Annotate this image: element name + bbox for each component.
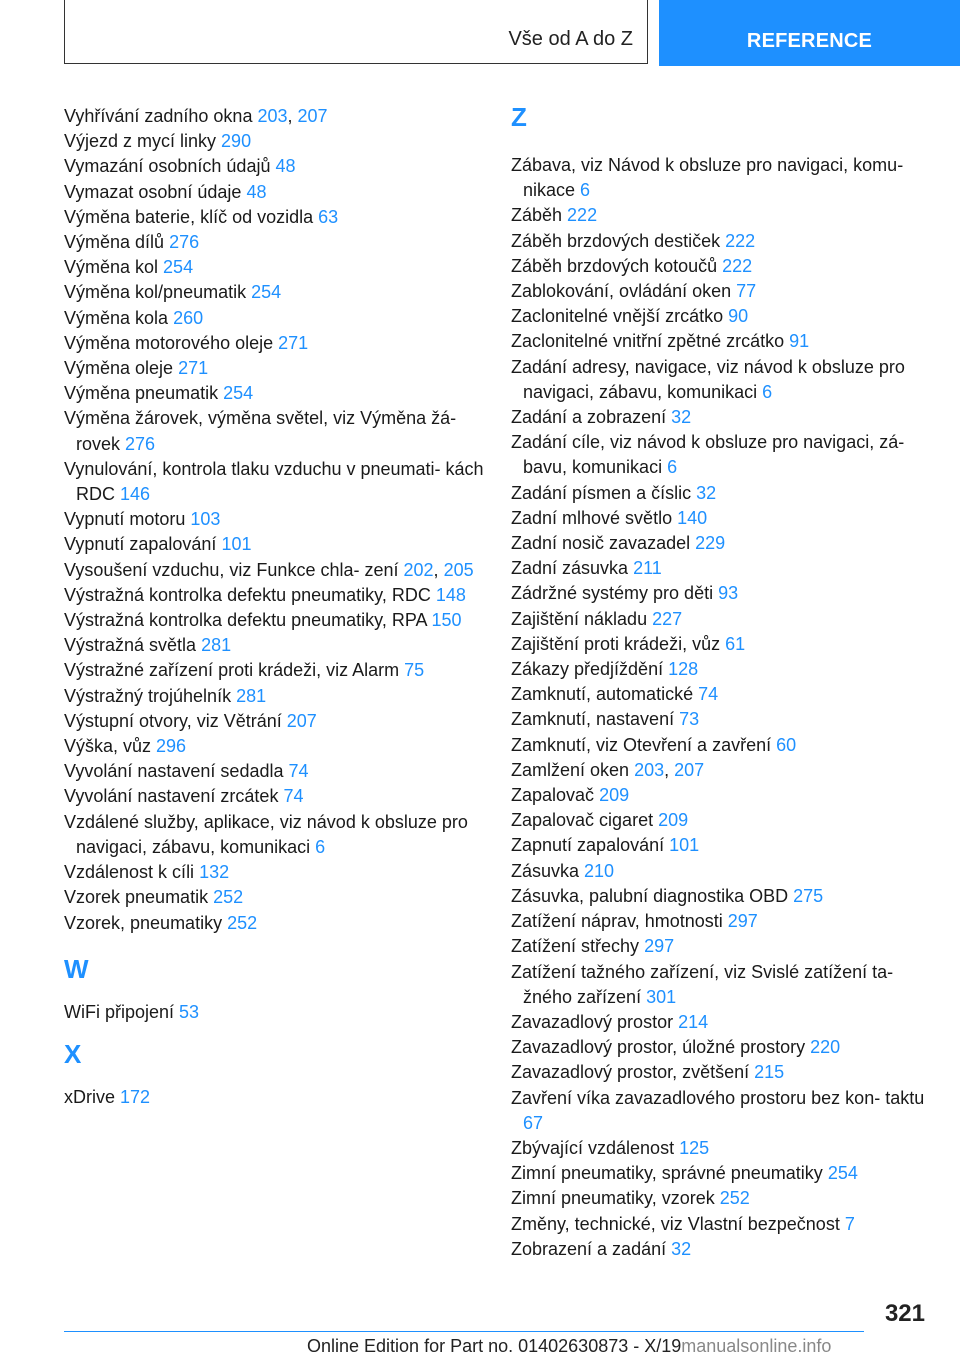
index-entry-term: Zadní nosič zavazadel [511, 533, 696, 554]
index-entry-term: Zapalovač [511, 785, 600, 806]
index-entry-term: Zobrazení a zadání [511, 1238, 672, 1259]
index-entry [64, 684, 484, 709]
page-ref-link[interactable]: 254 [223, 383, 254, 404]
index-entry-term: Výstupní otvory, viz Větrání [64, 710, 287, 731]
index-entry-term: Zablokování, ovládání oken [511, 281, 737, 302]
index-entry [511, 153, 931, 203]
section-letter-w: W [64, 953, 89, 984]
index-entry-term: Zavazadlový prostor, zvětšení [511, 1062, 755, 1083]
index-entry-term: Zbývající vzdálenost [511, 1137, 680, 1158]
page-ref-link[interactable]: 103 [190, 509, 221, 530]
index-entry-term: Vzorek pneumatik [64, 887, 214, 908]
page-ref-link[interactable]: 74 [698, 684, 719, 705]
index-entry-term: Výměna pneumatik [64, 383, 224, 404]
index-entry [511, 657, 931, 682]
index-entry [64, 306, 484, 331]
page-ref-link[interactable]: 61 [725, 633, 746, 654]
index-entry [64, 381, 484, 406]
index-entry-term: Zatížení tažného zařízení, viz Svislé zatížení ta- žného zařízení [511, 961, 894, 1007]
index-entry [64, 784, 484, 809]
index-entry-term: Zadání písmen a číslic [511, 482, 697, 503]
index-column-left [64, 104, 484, 1110]
index-entry-term: Zásuvka, palubní diagnostika OBD [511, 885, 794, 906]
index-entry [511, 304, 931, 329]
page-ref-link[interactable]: 202 [403, 559, 434, 580]
page-ref-link[interactable]: 75 [404, 660, 425, 681]
section-letter-z: Z [511, 102, 527, 132]
page-ref-link[interactable]: 297 [727, 911, 758, 932]
index-entry [511, 556, 931, 581]
footer [307, 1336, 831, 1357]
index-entry-term: Zavazadlový prostor [511, 1011, 679, 1032]
page-ref-link[interactable]: 48 [246, 181, 267, 202]
index-entry [64, 129, 484, 154]
index-entry [64, 255, 484, 280]
index-entry [511, 1186, 931, 1211]
index-entry-term: Zamknutí, nastavení [511, 709, 680, 730]
page-ref-link[interactable]: 207 [286, 710, 317, 731]
index-entry [64, 810, 484, 860]
page-ref-link[interactable]: 63 [318, 206, 339, 227]
index-entry: Zamlžení oken 203, 207 [511, 759, 705, 780]
index-entry-term: Výměna baterie, klíč od vozidla [64, 206, 319, 227]
index-entry [64, 860, 484, 885]
page-ref-link[interactable]: 227 [652, 608, 683, 629]
index-entry-term: Vymazat osobní údaje [64, 181, 247, 202]
index-entry [511, 203, 931, 228]
index-entry [511, 1136, 931, 1161]
index-entry [64, 331, 484, 356]
page-ref-link[interactable]: 211 [633, 558, 662, 579]
page-ref-link[interactable]: 60 [776, 734, 797, 755]
index-entry [511, 329, 931, 354]
index-entry-term: Vysoušení vzduchu, viz Funkce chla- zení [64, 559, 404, 580]
index-entry-term: Výměna dílů [64, 232, 170, 253]
page-ref-link[interactable]: 252 [227, 912, 258, 933]
index-entry-term: Zadní zásuvka [511, 558, 634, 579]
index-entry-term: Výstražná kontrolka defektu pneumatiky, RPA [64, 610, 432, 631]
index-entry [511, 405, 931, 430]
index-entry-term: Změny, technické, viz Vlastní bezpečnost [511, 1213, 845, 1234]
index-entry [511, 531, 931, 556]
index-entry-term: Výměna žárovek, výměna světel, viz Výměna žá- rovek [64, 408, 457, 454]
index-entry-term: Výstražný trojúhelník [64, 685, 237, 706]
page-ref-link[interactable]: 290 [221, 131, 252, 152]
page-ref-link[interactable]: 6 [315, 836, 326, 857]
index-entry-term: Zamknutí, viz Otevření a zavření [511, 734, 777, 755]
page-ref-link[interactable]: 7 [844, 1213, 855, 1234]
index-entry [511, 859, 931, 884]
index-entry [511, 1086, 931, 1136]
page-ref-link[interactable]: 254 [163, 257, 194, 278]
page-ref-link[interactable]: 146 [120, 484, 151, 505]
page-ref-link[interactable]: 205 [443, 559, 474, 580]
index-entry [511, 1161, 931, 1186]
index-entry-term: Zatížení střechy [511, 936, 645, 957]
index-entry-term: Zaclonitelné vnější zrcátko [511, 306, 729, 327]
index-entry-term: Zábava, viz Návod k obsluze pro navigaci, komu- nikace [511, 155, 904, 201]
header-section-title: Vše od A do Z [508, 28, 633, 50]
page-ref-link[interactable]: 6 [762, 381, 773, 402]
page-ref-link[interactable]: 148 [435, 584, 466, 605]
index-entry-term: Zadání adresy, navigace, viz návod k obsluze pro navigaci, zábavu, komunikaci [511, 356, 905, 402]
index-entry-term: Zapalovač cigaret [511, 810, 659, 831]
footer-edition: Online Edition for Part no. 01402630873 - X/19 [307, 1336, 682, 1356]
index-entry [64, 280, 484, 305]
index-entry [64, 734, 484, 759]
index-entry [511, 884, 931, 909]
page-ref-link[interactable]: 207 [674, 759, 705, 780]
index-entry [64, 230, 484, 255]
page-ref-link[interactable]: 276 [125, 433, 156, 454]
header-chapter-tab [659, 0, 960, 66]
page-ref-link[interactable]: 254 [251, 282, 282, 303]
page-ref-link[interactable]: 6 [667, 457, 678, 478]
index-entry-term: Výstražná kontrolka defektu pneumatiky, RDC [64, 584, 436, 605]
index-entry [511, 909, 931, 934]
page-ref-link[interactable]: 101 [669, 835, 700, 856]
index-entry [511, 1237, 931, 1262]
index-entry [511, 481, 931, 506]
page-ref-link[interactable]: 140 [677, 507, 708, 528]
page-ref-link[interactable]: 74 [283, 786, 304, 807]
index-entry-term: Výjezd z mycí linky [64, 131, 222, 152]
page-ref-link[interactable]: 281 [201, 635, 232, 656]
index-entry-term: Zamknutí, automatické [511, 684, 699, 705]
page-ref-link[interactable]: 209 [658, 810, 689, 831]
index-entry [511, 808, 931, 833]
index-entry-term: Zadní mlhové světlo [511, 507, 678, 528]
header-chapter-title: REFERENCE [746, 30, 873, 52]
index-entry-term: Vymazání osobních údajů [64, 156, 276, 177]
page-ref-link[interactable]: 32 [671, 1238, 692, 1259]
page-ref-link[interactable]: 67 [523, 1112, 544, 1133]
page-ref-link[interactable]: 48 [275, 156, 296, 177]
index-entry [511, 506, 931, 531]
index-entry [64, 1085, 484, 1110]
page-ref-link[interactable]: 32 [671, 407, 692, 428]
page-ref-link[interactable]: 203 [634, 759, 665, 780]
index-entry [64, 406, 484, 456]
index-entry-term: Výška, vůz [64, 736, 157, 757]
page-ref-link[interactable]: 252 [213, 887, 244, 908]
index-entry [64, 608, 484, 633]
index-entry [511, 430, 931, 480]
index-entry [511, 733, 931, 758]
index-entry [511, 833, 931, 858]
index-entry [511, 632, 931, 657]
page-number: 321 [884, 1300, 925, 1327]
page-ref-link[interactable]: 207 [297, 106, 328, 126]
index-entry-term: Zajištění proti krádeži, vůz [511, 633, 726, 654]
page-ref-link[interactable]: 229 [695, 533, 726, 554]
index-entry-term: Zadání a zobrazení [511, 407, 672, 428]
index-entry [64, 356, 484, 381]
index-entry [511, 934, 931, 959]
index-entry-term: Zapnutí zapalování [511, 835, 670, 856]
index-entry [511, 229, 931, 254]
index-entry [511, 607, 931, 632]
page-ref-link[interactable]: 260 [173, 307, 204, 328]
index-entry: Vyhřívání zadního okna 203, 207 [64, 106, 328, 126]
index-entry-term: Zákazy předjíždění [511, 659, 669, 680]
index-entry-term: Zajištění nákladu [511, 608, 653, 629]
index-entry [511, 682, 931, 707]
index-entry-term: Záběh brzdových kotoučů [511, 255, 723, 276]
page-ref-link[interactable]: 301 [646, 986, 677, 1007]
page-ref-link[interactable]: 90 [728, 306, 749, 327]
index-column-right [511, 104, 931, 1262]
page-ref-link[interactable]: 101 [221, 534, 252, 555]
index-entry [511, 254, 931, 279]
index-entry-term: Výměna kol/pneumatik [64, 282, 252, 303]
index-entry [511, 1212, 931, 1237]
page-ref-link[interactable]: 222 [725, 230, 756, 251]
index-entry-term: Vyhřívání zadního okna [64, 106, 258, 126]
index-entry [511, 707, 931, 732]
index-entry-term: Vyvolání nastavení zrcátek [64, 786, 284, 807]
page-ref-link[interactable]: 150 [431, 610, 462, 631]
page-ref-link[interactable]: 32 [696, 482, 717, 503]
page-ref-link[interactable]: 220 [810, 1037, 841, 1058]
page-ref-link[interactable]: 53 [179, 1001, 200, 1022]
page-ref-link[interactable]: 222 [567, 205, 598, 226]
page-ref-link[interactable]: 209 [599, 785, 630, 806]
index-entry-term: Zadání cíle, viz návod k obsluze pro navigaci, zá- bavu, komunikaci [511, 432, 905, 478]
index-entry [511, 279, 931, 304]
index-entry: Vysoušení vzduchu, viz Funkce chla- zení 202, 205 [64, 559, 474, 580]
index-entry-term: Vzdálené služby, aplikace, viz návod k obsluze pro navigaci, zábavu, komunikaci [64, 811, 468, 857]
index-entry [64, 911, 484, 936]
index-entry [511, 1010, 931, 1035]
index-entry-term: Zatížení náprav, hmotnosti [511, 911, 728, 932]
index-entry-term: Výstražné zařízení proti krádeži, viz Alarm [64, 660, 405, 681]
index-entry-term: Vynulování, kontrola tlaku vzduchu v pneumati- kách RDC [64, 458, 484, 505]
index-entry-term: Vypnutí zapalování [64, 534, 222, 555]
page-ref-link[interactable]: 203 [257, 106, 288, 126]
index-entry [511, 783, 931, 808]
index-entry-term: Záběh [511, 205, 568, 226]
page-ref-link[interactable]: 254 [827, 1163, 858, 1184]
page-ref-link[interactable]: 215 [754, 1062, 785, 1083]
index-entry-term: Výstražná světla [64, 635, 202, 656]
index-entry-term: WiFi připojení [64, 1001, 180, 1022]
footer-divider [64, 1331, 864, 1332]
index-entry [64, 885, 484, 910]
index-entry [511, 581, 931, 606]
index-entry-term: Zimní pneumatiky, vzorek [511, 1188, 720, 1209]
index-entry [64, 532, 484, 557]
index-entry-term: Zásuvka [511, 860, 585, 881]
index-entry-term: Vzdálenost k cíli [64, 862, 200, 883]
index-entry-term: Výměna kola [64, 307, 174, 328]
page-ref-link[interactable]: 93 [718, 583, 739, 604]
page-ref-link[interactable]: 73 [679, 709, 700, 730]
index-entry-term: Zavření víka zavazadlového prostoru bez kon- taktu [511, 1087, 925, 1108]
page-ref-link[interactable]: 275 [793, 885, 824, 906]
index-entry [511, 1035, 931, 1060]
index-entry-term: Výměna kol [64, 257, 164, 278]
section-letter-x: X [64, 1038, 82, 1069]
index-entry-term: Zamlžení oken [511, 759, 635, 780]
index-entry [64, 633, 484, 658]
header-section-box [64, 0, 648, 64]
page-ref-link[interactable]: 77 [736, 281, 757, 302]
index-entry [511, 355, 931, 405]
page-ref-link[interactable]: 276 [169, 232, 200, 253]
page-ref-link[interactable]: 281 [236, 685, 267, 706]
index-entry-term: Vyvolání nastavení sedadla [64, 761, 289, 782]
page-ref-link[interactable]: 271 [178, 358, 209, 379]
index-entry [64, 154, 484, 179]
page-ref-link[interactable]: 125 [679, 1137, 710, 1158]
page-ref-link[interactable]: 132 [199, 862, 230, 883]
footer-site: manualsonline.info [681, 1336, 832, 1356]
index-entry [64, 709, 484, 734]
index-entry [64, 180, 484, 205]
page-ref-link[interactable]: 214 [678, 1011, 709, 1032]
page-ref-link[interactable]: 297 [644, 936, 675, 957]
index-entry [511, 960, 931, 1010]
index-entry-term: xDrive [64, 1086, 121, 1107]
index-entry-term: Vzorek, pneumatiky [64, 912, 228, 933]
index-entry-term: Záběh brzdových destiček [511, 230, 726, 251]
page-ref-link[interactable]: 252 [719, 1188, 750, 1209]
page-ref-link[interactable]: 222 [722, 255, 753, 276]
page-ref-link[interactable]: 91 [789, 331, 810, 352]
index-entry-term: Zavazadlový prostor, úložné prostory [511, 1037, 811, 1058]
page-ref-link[interactable]: 271 [278, 332, 309, 353]
index-entry-term: Zádržné systémy pro děti [511, 583, 719, 604]
index-entry [511, 1060, 931, 1085]
index-entry [64, 658, 484, 683]
page-ref-link[interactable]: 74 [288, 761, 309, 782]
page-ref-link[interactable]: 296 [156, 736, 187, 757]
index-entry-term: Výměna motorového oleje [64, 332, 279, 353]
index-entry [64, 205, 484, 230]
index-entry-term: Zimní pneumatiky, správné pneumatiky [511, 1163, 828, 1184]
index-entry-term: Výměna oleje [64, 358, 179, 379]
index-entry [64, 759, 484, 784]
index-entry [64, 583, 484, 608]
page-ref-link[interactable]: 128 [668, 659, 699, 680]
index-entry [64, 507, 484, 532]
page-ref-link[interactable]: 172 [120, 1086, 151, 1107]
page-ref-link[interactable]: 6 [580, 180, 591, 201]
index-entry-term: Zaclonitelné vnitřní zpětné zrcátko [511, 331, 790, 352]
page-ref-link[interactable]: 210 [584, 860, 615, 881]
index-entry-term: Vypnutí motoru [64, 509, 191, 530]
index-entry [64, 457, 484, 507]
index-entry [64, 1000, 484, 1025]
